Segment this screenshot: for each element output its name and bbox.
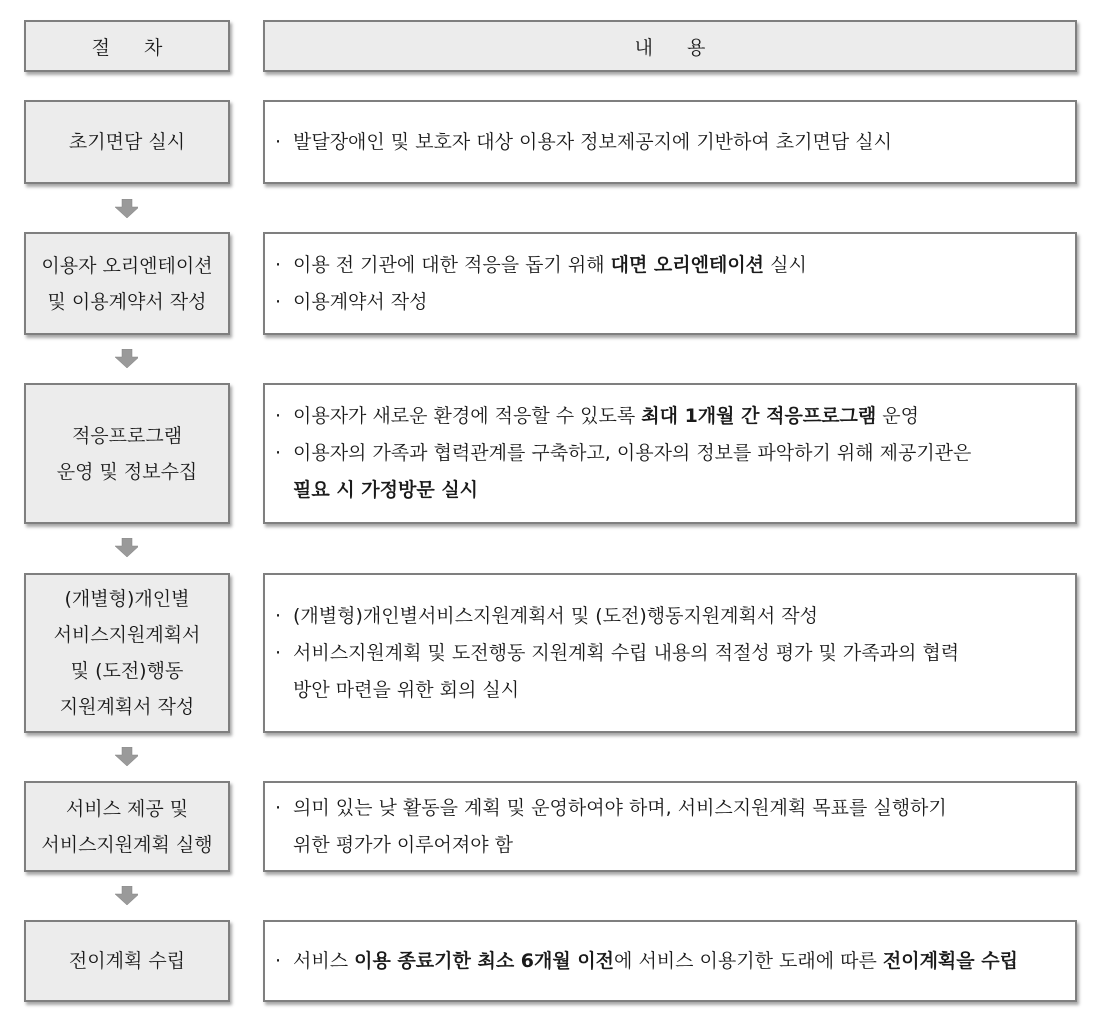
body-text: 운영 bbox=[876, 405, 919, 427]
bullet-continuation bbox=[275, 827, 1067, 864]
bullet-item bbox=[275, 635, 1067, 672]
step-title-line: 전이계획 수립 bbox=[68, 950, 186, 972]
bullet-item bbox=[275, 124, 1067, 161]
down-arrow-icon bbox=[114, 747, 138, 767]
procedure-header-label: 절 차 bbox=[91, 36, 177, 59]
body-text: 이용계약서 작성 bbox=[293, 290, 428, 313]
step-title-box bbox=[24, 383, 230, 524]
bullet-item bbox=[275, 435, 1067, 472]
body-text: 에 서비스 이용기한 도래에 따른 bbox=[614, 949, 883, 972]
down-arrow-icon bbox=[114, 349, 138, 369]
step-content-box bbox=[263, 920, 1077, 1002]
body-text: 이용 전 기관에 대한 적응을 돕기 위해 bbox=[293, 253, 611, 276]
step-title-line: (개별형)개인별 bbox=[64, 588, 190, 610]
bullet-item bbox=[275, 790, 1067, 827]
step-title-box bbox=[24, 781, 230, 872]
step-content-box bbox=[263, 573, 1077, 733]
emphasis-text: 전이계획을 수립 bbox=[882, 949, 1018, 972]
step-content-box bbox=[263, 232, 1077, 335]
step-title-box bbox=[24, 100, 230, 184]
step-title-line: 및 (도전)행동 bbox=[70, 660, 184, 682]
bullet-dot: · bbox=[275, 604, 282, 627]
bullet-continuation bbox=[275, 472, 1067, 509]
bullet-item bbox=[275, 247, 1067, 284]
content-header-label: 내 용 bbox=[634, 36, 720, 59]
bullet-dot: · bbox=[275, 442, 282, 464]
step-title-line: 초기면담 실시 bbox=[68, 131, 186, 153]
bullet-dot: · bbox=[275, 796, 282, 819]
body-text: 실시 bbox=[764, 253, 807, 276]
step-title-line: 운영 및 정보수집 bbox=[56, 460, 198, 483]
emphasis-text: 이용 종료기한 최소 6개월 이전 bbox=[354, 949, 615, 972]
body-text: 발달장애인 및 보호자 대상 이용자 정보제공지에 기반하여 초기면담 실시 bbox=[293, 130, 892, 153]
step-content-box bbox=[263, 383, 1077, 524]
down-arrow-icon bbox=[114, 886, 138, 906]
bullet-item bbox=[275, 598, 1067, 635]
step-title-line: 적응프로그램 bbox=[71, 424, 183, 447]
step-title-line: 서비스지원계획 실행 bbox=[41, 833, 213, 856]
step-title-box bbox=[24, 573, 230, 733]
body-text: 위한 평가가 이루어져야 함 bbox=[293, 833, 514, 856]
down-arrow-icon bbox=[114, 538, 138, 558]
emphasis-text: 최대 1개월 간 적응프로그램 bbox=[641, 405, 877, 427]
step-title-line: 이용자 오리엔테이션 bbox=[41, 254, 213, 277]
step-content-box bbox=[263, 781, 1077, 872]
bullet-item bbox=[275, 398, 1067, 435]
emphasis-text: 필요 시 가정방문 실시 bbox=[293, 479, 479, 501]
step-title-line: 서비스지원계획서 bbox=[53, 624, 201, 646]
body-text: 서비스 bbox=[293, 949, 355, 972]
body-text: 이용자가 새로운 환경에 적응할 수 있도록 bbox=[293, 405, 642, 427]
emphasis-text: 대면 오리엔테이션 bbox=[610, 253, 765, 276]
body-text: 이용자의 가족과 협력관계를 구축하고, 이용자의 정보를 파악하기 위해 제공기관은 bbox=[293, 442, 972, 464]
step-title-line: 및 이용계약서 작성 bbox=[47, 290, 207, 313]
procedure-header bbox=[24, 20, 230, 72]
body-text: 의미 있는 낮 활동을 계획 및 운영하여야 하며, 서비스지원계획 목표를 실행하기 bbox=[293, 796, 947, 819]
bullet-dot: · bbox=[275, 253, 282, 276]
bullet-dot: · bbox=[275, 290, 282, 313]
bullet-dot: · bbox=[275, 130, 282, 153]
step-title-line: 서비스 제공 및 bbox=[65, 797, 189, 820]
step-title-box bbox=[24, 920, 230, 1002]
bullet-item bbox=[275, 943, 1067, 980]
down-arrow-icon bbox=[114, 199, 138, 219]
body-text: (개별형)개인별서비스지원계획서 및 (도전)행동지원계획서 작성 bbox=[293, 604, 818, 627]
content-header bbox=[263, 20, 1077, 72]
bullet-continuation bbox=[275, 672, 1067, 709]
step-title-line: 지원계획서 작성 bbox=[59, 696, 195, 718]
bullet-item bbox=[275, 284, 1067, 321]
body-text: 방안 마련을 위한 회의 실시 bbox=[293, 678, 520, 701]
body-text: 서비스지원계획 및 도전행동 지원계획 수립 내용의 적절성 평가 및 가족과의 협력 bbox=[293, 641, 960, 664]
step-title-box bbox=[24, 232, 230, 335]
bullet-dot: · bbox=[275, 405, 282, 427]
bullet-dot: · bbox=[275, 641, 282, 664]
bullet-dot: · bbox=[275, 949, 282, 972]
step-content-box bbox=[263, 100, 1077, 184]
